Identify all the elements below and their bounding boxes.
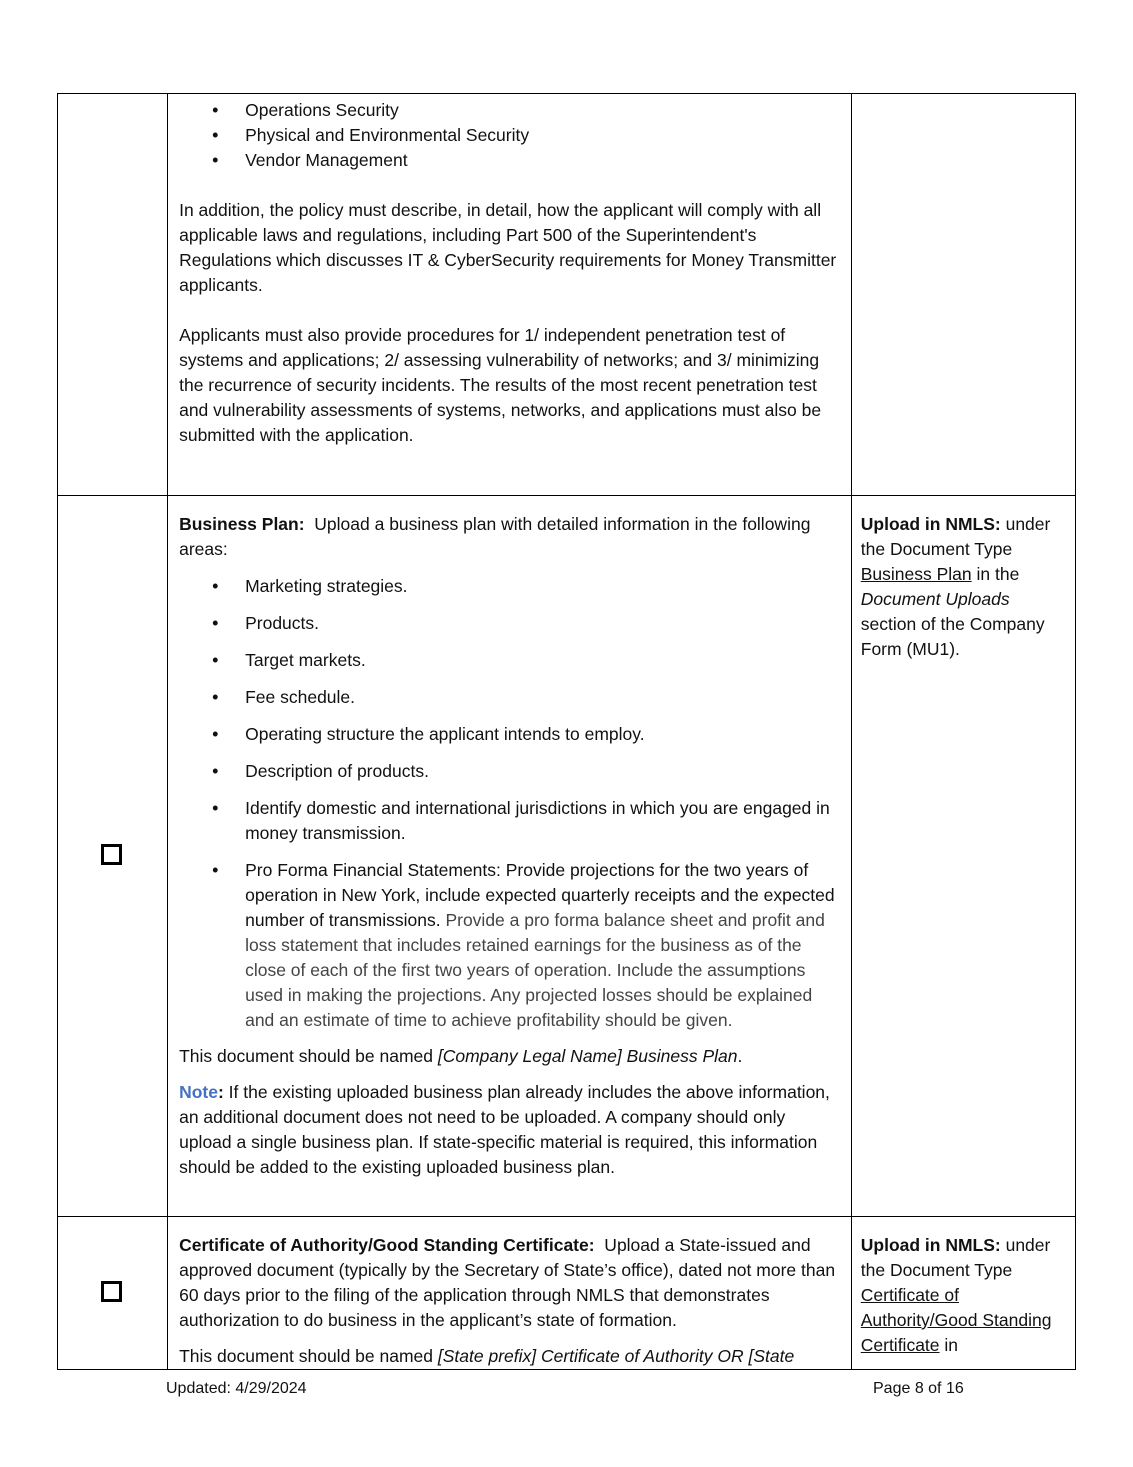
- policy-paragraph: In addition, the policy must describe, in detail, how the applicant will comply with all applicable laws and regulations, including Part 500 of the Superintendent's Regulations which discusses IT & CyberSecurity requirements for Money Transmitter applicants.: [179, 200, 837, 295]
- requirement-cell: [168, 496, 852, 1217]
- certificate-intro: Upload a State-issued and approved document (typically by the Secretary of State’s office), dated not more than 60 days prior to the filing of the application through NMLS that demonstrates authorization to do business in the applicant’s state of formation.: [179, 1235, 840, 1330]
- upload-text: in: [939, 1335, 959, 1355]
- pro-forma-text: Pro Forma Financial Statements: Provide projections for the two years of operation in New York, include expected quarterly receipts and the expected number of transmissions.: [245, 860, 835, 930]
- list-item: • Fee schedule.: [179, 685, 841, 710]
- upload-text: under the Document Type: [860, 514, 1056, 559]
- checkbox-cell: [58, 1217, 168, 1370]
- upload-text: under the Document Type: [860, 1235, 1056, 1280]
- requirements-table: [57, 93, 1076, 1370]
- list-item: • Products.: [179, 611, 841, 636]
- table-row: [58, 1217, 1076, 1370]
- checkbox-cell: [58, 496, 168, 1217]
- document-type-link: Certificate of Authority/Good Standing Certificate: [860, 1285, 1052, 1355]
- certificate-checkbox[interactable]: [101, 1281, 122, 1302]
- table-row: [58, 94, 1076, 496]
- procedures-paragraph: Applicants must also provide procedures for 1/ independent penetration test of systems and applications; 2/ assessing vulnerability of networks; and 3/ minimizing the recurrence of security incidents. The results of the most recent penetration test and vulnerability assessments of systems, networks, and applications must also be submitted with the application.: [179, 325, 822, 445]
- list-item: • Vendor Management: [179, 148, 841, 173]
- table-row: [58, 496, 1076, 1217]
- upload-instructions-cell: [851, 496, 1075, 1217]
- list-item: • Operating structure the applicant intends to employ.: [179, 722, 841, 747]
- upload-label: Upload in NMLS:: [860, 1235, 1001, 1255]
- naming-instruction: [179, 1044, 841, 1069]
- requirement-cell: [168, 94, 852, 496]
- note-colon: :: [217, 1082, 224, 1102]
- note-paragraph: [179, 1080, 841, 1180]
- naming-instruction: [179, 1344, 841, 1369]
- upload-text: in the: [971, 564, 1025, 584]
- list-item: • Operations Security: [179, 98, 841, 123]
- document-name: [State prefix] Certificate of Authority OR [State: [437, 1346, 795, 1366]
- naming-prefix: This document should be named: [179, 1046, 438, 1066]
- updated-date: Updated: 4/29/2024: [166, 1380, 307, 1397]
- document-type-link: Business Plan: [860, 564, 972, 584]
- list-item: [179, 858, 841, 1033]
- business-plan-areas-list: [179, 574, 841, 1033]
- document-name: [Company Legal Name] Business Plan: [437, 1046, 738, 1066]
- note-label: Note: [179, 1082, 218, 1102]
- requirement-cell: [168, 1217, 852, 1370]
- naming-suffix: .: [737, 1046, 743, 1066]
- list-item: • Marketing strategies.: [179, 574, 841, 599]
- business-plan-heading: Business Plan:: [179, 514, 305, 534]
- list-item: • Identify domestic and international jurisdictions in which you are engaged in money transmission.: [179, 796, 841, 846]
- section-name: Document Uploads: [860, 589, 1010, 609]
- list-item: • Target markets.: [179, 648, 841, 673]
- upload-instruction: [861, 512, 1067, 662]
- page-number: Page 8 of 16: [873, 1380, 964, 1397]
- pro-forma-details: Provide a pro forma balance sheet and profit and loss statement that includes retained earnings for the business as of the close of each of the first two years of operation. Include the assumptions used in making the projections. Any projected losses should be explained and an estimate of time to achieve profitability should be given.: [245, 910, 825, 1030]
- security-topics-list: [179, 98, 841, 173]
- upload-text: section of the Company Form (MU1).: [860, 589, 1050, 659]
- upload-instruction: [861, 1233, 1067, 1358]
- naming-prefix: This document should be named: [179, 1346, 438, 1366]
- note-text: If the existing uploaded business plan already includes the above information, an additional document does not need to be uploaded. A company should only upload a single business plan. If state-specific material is required, this information should be added to the existing uploaded business plan.: [179, 1082, 835, 1177]
- upload-label: Upload in NMLS:: [860, 514, 1001, 534]
- checkbox-cell: [58, 94, 168, 496]
- business-plan-checkbox[interactable]: [101, 844, 122, 865]
- list-item: • Description of products.: [179, 759, 841, 784]
- list-item: • Physical and Environmental Security: [179, 123, 841, 148]
- certificate-heading: Certificate of Authority/Good Standing Certificate:: [179, 1235, 595, 1255]
- business-plan-intro: Upload a business plan with detailed information in the following areas:: [179, 514, 816, 559]
- upload-instructions-cell: [851, 1217, 1075, 1370]
- upload-instructions-cell: [851, 94, 1075, 496]
